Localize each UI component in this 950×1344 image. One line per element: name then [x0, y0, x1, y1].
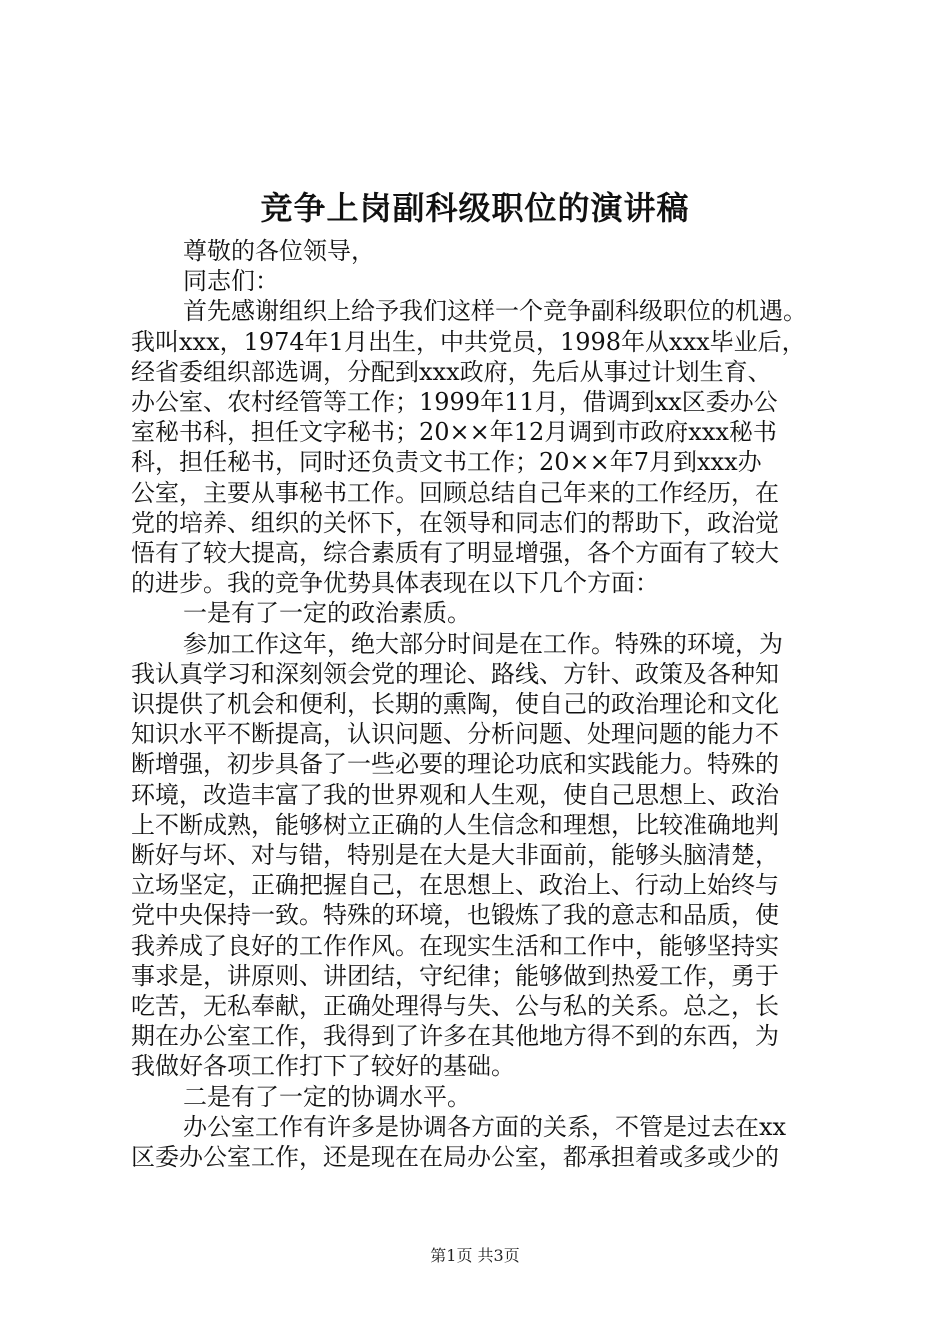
paragraph-line: 识提供了机会和便利，长期的熏陶，使自己的政治理论和文化: [131, 690, 779, 719]
paragraph-line: 断增强，初步具备了一些必要的理论功底和实践能力。特殊的: [131, 750, 779, 779]
paragraph-line: 悟有了较大提高，综合素质有了明显增强，各个方面有了较大: [131, 539, 779, 568]
paragraph-line: 期在办公室工作，我得到了许多在其他地方得不到的东西，为: [131, 1022, 779, 1051]
document-title: 竞争上岗副科级职位的演讲稿: [260, 189, 690, 227]
paragraph-line: 我叫xxx，1974年1月出生，中共党员，1998年从xxx毕业后，: [131, 327, 806, 356]
page-footer: 第1页 共3页: [430, 1246, 520, 1265]
document-body: [131, 236, 831, 1172]
paragraph-line: 党中央保持一致。特殊的环境，也锻炼了我的意志和品质，使: [131, 901, 779, 930]
paragraph-line: 科，担任秘书，同时还负责文书工作；20××年7月到xxx办: [131, 448, 762, 477]
paragraph-line: 办公室、农村经管等工作；1999年11月，借调到xx区委办公: [131, 388, 778, 417]
paragraph-line: 我养成了良好的工作作风。在现实生活和工作中，能够坚持实: [131, 931, 779, 960]
paragraph-line: 室秘书科，担任文字秘书；20××年12月调到市政府xxx秘书: [131, 418, 777, 447]
paragraph-line: 立场坚定，正确把握自己，在思想上、政治上、行动上始终与: [131, 871, 779, 900]
paragraph-line: 公室，主要从事秘书工作。回顾总结自己年来的工作经历，在: [131, 478, 779, 507]
paragraph-line: 知识水平不断提高，认识问题、分析问题、处理问题的能力不: [131, 720, 779, 749]
paragraph-line: 经省委组织部选调，分配到xxx政府，先后从事过计划生育、: [131, 357, 772, 386]
paragraph-line: 党的培养、组织的关怀下，在领导和同志们的帮助下，政治觉: [131, 508, 779, 537]
section-heading-line: 一是有了一定的政治素质。: [183, 599, 471, 628]
paragraph-line: 区委办公室工作，还是现在在局办公室，都承担着或多或少的: [131, 1143, 779, 1172]
paragraph-line: 我做好各项工作打下了较好的基础。: [131, 1052, 515, 1081]
paragraph-line: 吃苦，无私奉献，正确处理得与失、公与私的关系。总之，长: [131, 992, 779, 1021]
paragraph-line: 断好与坏、对与错，特别是在大是大非面前，能够头脑清楚，: [131, 841, 779, 870]
paragraph-line: 事求是，讲原则、讲团结，守纪律；能够做到热爱工作，勇于: [131, 961, 779, 990]
section-heading-line: 二是有了一定的协调水平。: [183, 1082, 471, 1111]
salutation-line: 尊敬的各位领导，: [183, 237, 375, 265]
paragraph-line: 首先感谢组织上给予我们这样一个竞争副科级职位的机遇。: [183, 297, 807, 326]
paragraph-line: 我认真学习和深刻领会党的理论、路线、方针、政策及各种知: [131, 659, 779, 688]
paragraph-line: 环境，改造丰富了我的世界观和人生观，使自己思想上、政治: [131, 780, 779, 809]
paragraph-line: 上不断成熟，能够树立正确的人生信念和理想，比较准确地判: [131, 810, 779, 839]
paragraph-line: 的进步。我的竞争优势具体表现在以下几个方面：: [131, 569, 659, 598]
paragraph-line: 参加工作这年，绝大部分时间是在工作。特殊的环境，为: [183, 629, 783, 658]
salutation-line: 同志们：: [183, 267, 279, 296]
paragraph-line: 办公室工作有许多是协调各方面的关系，不管是过去在xx: [183, 1112, 787, 1141]
